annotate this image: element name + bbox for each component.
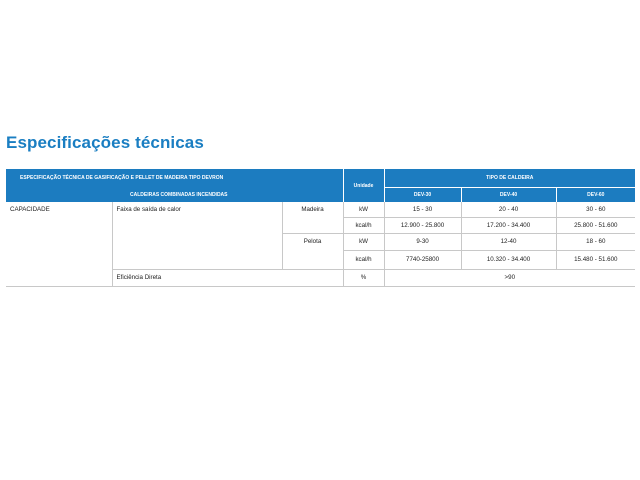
tipo-header: TIPO DE CALDEIRA (384, 169, 635, 187)
value-cell: 12.900 - 25.800 (384, 217, 461, 233)
empty-cell (6, 269, 112, 286)
value-cell: 15 - 30 (384, 202, 461, 217)
madeira-label: Madeira (282, 202, 343, 233)
capacidade-label: CAPACIDADE (10, 206, 50, 213)
spec-table (6, 169, 635, 287)
model-dev30: DEV-30 (384, 187, 461, 202)
value-cell: 7740-25800 (384, 250, 461, 269)
model-dev40: DEV-40 (461, 187, 556, 202)
unit-cell: kW (343, 233, 384, 250)
unit-cell: % (343, 269, 384, 286)
value-cell: 15.480 - 51.600 (556, 250, 635, 269)
table-row (6, 269, 635, 286)
table-row (6, 202, 635, 217)
page-title: Especificações técnicas (6, 133, 204, 152)
spec-subtitle: CALDEIRAS COMBINADAS INCENDIDAS (6, 187, 343, 202)
model-dev60: DEV-60 (556, 187, 635, 202)
value-cell: 18 - 60 (556, 233, 635, 250)
value-cell: 12-40 (461, 233, 556, 250)
unit-cell: kW (343, 202, 384, 217)
spec-title: ESPECIFICAÇÃO TÉCNICA DE GASIFICAÇÃO E PELLET DE MADEIRA TIPO DEVRON (6, 169, 343, 187)
eficiencia-label: Eficiência Direta (112, 269, 343, 286)
value-cell: 20 - 40 (461, 202, 556, 217)
value-cell: 9-30 (384, 233, 461, 250)
value-cell: 25.800 - 51.600 (556, 217, 635, 233)
unit-header: Unidade (343, 169, 384, 202)
pelota-label: Pelota (282, 233, 343, 269)
eficiencia-value: >90 (384, 269, 635, 286)
header-row (6, 169, 635, 187)
unit-cell: kcal/h (343, 250, 384, 269)
header-row-2 (6, 187, 635, 202)
unit-cell: kcal/h (343, 217, 384, 233)
value-cell: 17.200 - 34.400 (461, 217, 556, 233)
value-cell: 10.320 - 34.400 (461, 250, 556, 269)
value-cell: 30 - 60 (556, 202, 635, 217)
faixa-label: Faixa de saída de calor (112, 202, 282, 269)
